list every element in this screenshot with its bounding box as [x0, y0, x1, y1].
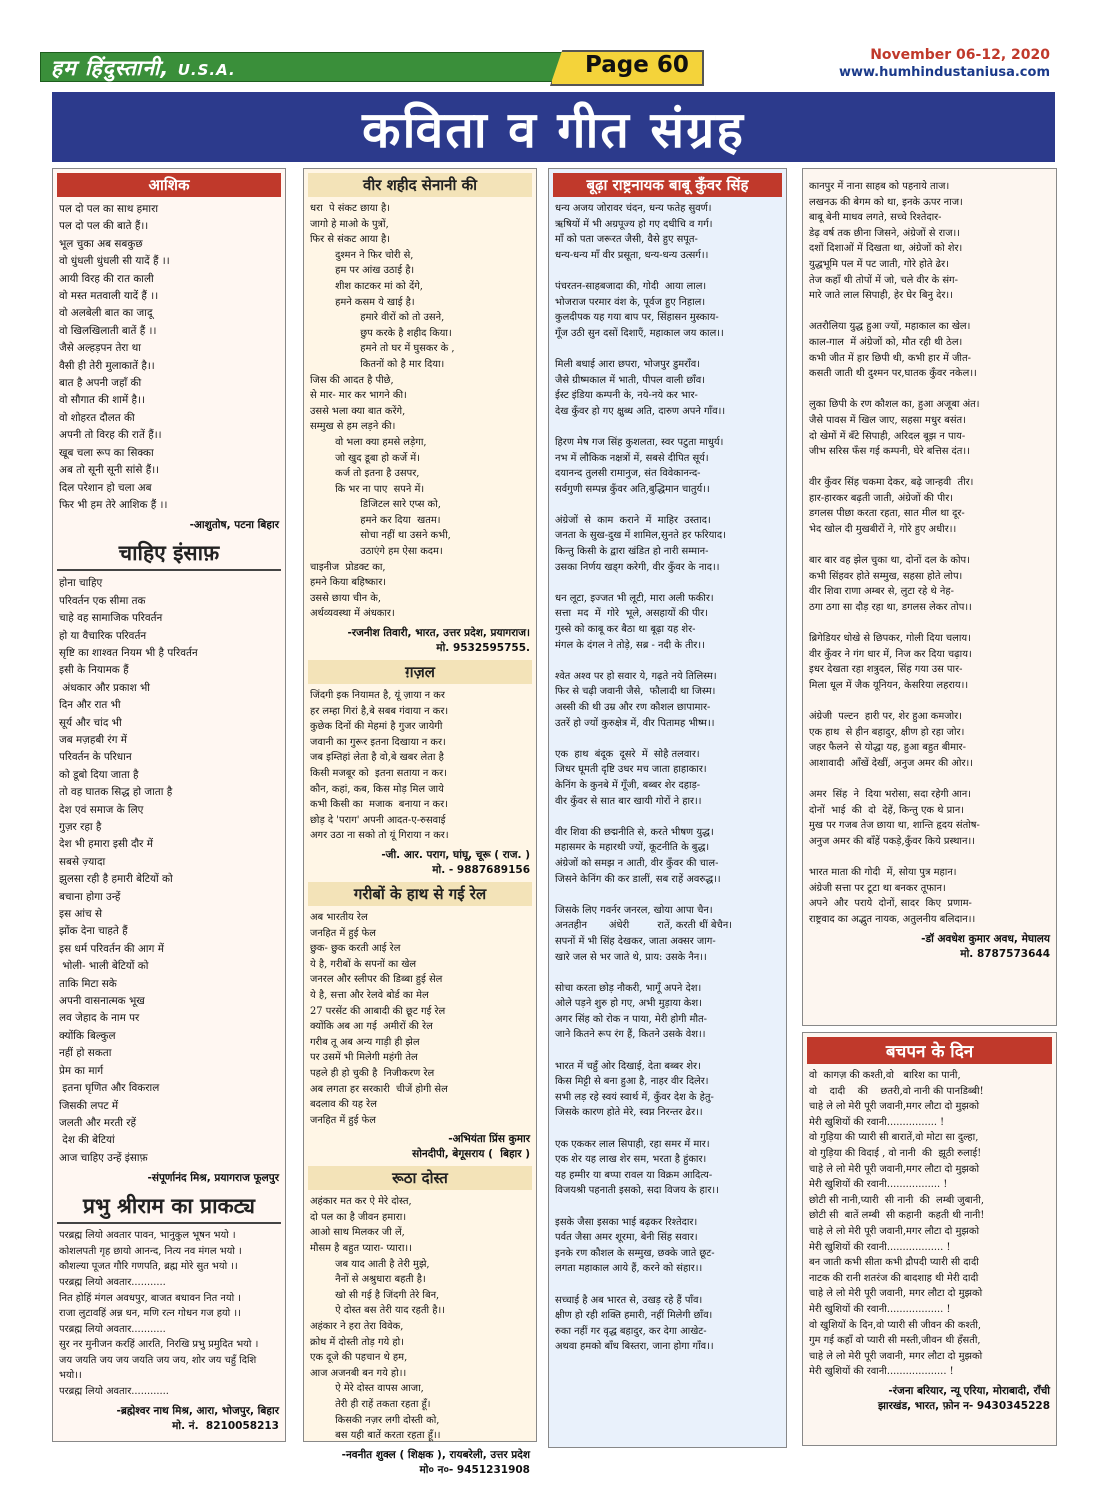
poem-title-kunwar: बूढ़ा राष्ट्रनायक बाबू कुँवर सिंह — [553, 173, 782, 197]
poem-author-ashiq: -आशुतोष, पटना बिहार — [189, 519, 279, 532]
column-4 — [802, 168, 1057, 1026]
poem-text-insaf: होना चाहिए परिवर्तन एक सीमा तक चाहे वह सामाजिक परिवर्तन हो या वैचारिक परिवर्तन सृष्टि का शाश्वत नियम भी है परिवर्तन इसी के नियामक हैं अंधकार और प्रकाश भी दिन और रात भी सूर्य और चांद भी जब मज़हबी रंग में परिवर्तन के परिधान को डूबो दिया जाता है तो वह घातक सिद्ध हो जाता है देश एवं समाज के लिए गुज़र रहा है देश भी हमारा इसी दौर में सबसे ज़्यादा झुलसा रही है हमारी बेटियों को बचाना होगा उन्हें इस आंच से झोंक देना चाहते हैं इस धर्म परिवर्तन की आग में भोली- भाली बेटियों को ताकि मिटा सके अपनी वासनात्मक भूख लव जेहाद के नाम पर क्योंकि बिल्कुल नहीं हो सकता प्रेम का मार्ग इतना घृणित और विकराल जिसकी लपट में जलती और मरती रहें देश की बेटियां आज चाहिए उन्हें इंसाफ़ — [59, 577, 198, 1164]
poem-text-kunwar-continued: कानपुर में नाना साहब को पहनाये ताज। लखनऊ की बेगम को था, इनके ऊपर नाज। बाबू बेनी माधव लगते, सच्चे रिश्तेदार- डेढ़ वर्ष तक छीना जिसने, अंग्रेजों से राज।। दशों दिशाओं में दिखता था, अंग्रेजों को शेर। युद्धभूमि पल में पट जाती, गोरे होते ढेर। तेज कहाँ थी तोपों में जो, चले वीर के संग- मारे जाते लाल सिपाही, हेर घेर बिनु देर।। अतरौलिया युद्ध हुआ ज्यों, महाकाल का खेल। काल-गाल में अंग्रेजों को, मौत रही थी ठेल। कभी जीत में हार छिपी थी, कभी हार में जीत- कसती जाती थी दुश्मन पर,घातक कुँवर नकेल।। लुका छिपी के रण कौशल का, हुआ अजूबा अंत। जैसे पावस में खिल जाए, सहसा मधुर बसंत। दो खेमों में बँटे सिपाही, अरिदल बूझ न पाय- जीभ सरिस फँस गई कम्पनी, घेरे बत्तिस दंत।। वीर कुँवर सिंह चकमा देकर, बढ़े जान्हवी तीर। हार-हारकर बढ़ती जाती, अंग्रेजों की पीर। डगलस पीछा करता रहता, सात मील था दूर- भेद खोल दी मुखबीरों ने, गोरे हुए अधीर।। बार बार वह झेल चुका था, दोनों दल के कोप। कभी सिंहवर होते सम्मुख, सहसा होते लोप। वीर शिवा राणा अम्बर से, लुटा रहे थे नेह- ठगा ठगा सा दौड़ रहा था, डगलस लेकर तोप।। ब्रिगेडियर धोखे से छिपकर, गोली दिया चलाय। वीर कुँवर ने गंग धार में, निज कर दिया चढ़ाय। इधर देखता रहा शत्रुदल, सिंह गया उस पार- मिला धूल में जैक यूनियन, केसरिया लहराय।। अंग्रेजी पल्टन हारी पर, शेर हुआ कमजोर। एक हाथ से हीन बहादुर, क्षीण हो रहा जोर। जहर फैलने से योद्धा यह, हुआ बहुत बीमार- आशावादी आँखें देखीं, अनुज अमर की ओर।। अमर सिंह ने दिया भरोसा, सदा रहेगी आन। दोनों भाई की दो देहें, किन्तु एक थे प्रान। मुख पर गजब तेज छाया था, शान्ति हृदय संतोष- अनुज अमर की बाँहें पकड़े,कुँवर किये प्रस्थान।। भारत माता की गोदी में, सोया पुत्र महान। अंग्रेजी सत्ता पर टूटा था बनकर तूफान। अपने और पराये दोनों, सादर किए प्रणाम- राष्ट्रवाद का अद्भुत नायक, अतुलनीय बलिदान।। — [809, 181, 980, 925]
column-5 — [802, 1032, 1057, 1446]
poem-text-bachpan: वो कागज़ की कश्ती,वो बारिश का पानी, वो दादी की छतरी,वो नानी की पानडिब्बी! चाहे ले लो मेरी पूरी जवानी,मगर लौटा दो मुझको मेरी खुशियों की रवानी................ ! वो गुड़िया की प्यारी सी बारातें,वो मोटा सा दुल्हा, वो गुड़िया की विदाई , वो नानी की झूठी रुलाई! चाहे ले लो मेरी पूरी जवानी,मगर लौटा दो मुझको मेरी खुशियों की रवानी................. ! छोटी सी नानी,प्यारी सी नानी की लम्बी जुबानी, छोटी सी बातें लम्बी सी कहानी कहती थी नानी! चाहे ले लो मेरी पूरी जवानी,मगर लौटा दो मुझको मेरी खुशियों की रवानी.................. ! बन जाती कभी सीता कभी द्रौपदी प्यारी सी दादी नाटक की रानी शतरंज की बादशाह थी मेरी दादी चाहे ले लो मेरी पूरी जवानी, मगर लौटा दो मुझको मेरी खुशियों की रवानी.................. ! वो खुशियों के दिन,वो प्यारी सी जीवन की कश्ती, गुम गई कहाँ वो प्यारी सी मस्ती,जीवन थी हँसती, चाहे ले लो मेरी पूरी जवानी, मगर लौटा दो मुझको मेरी खुशियों की रवानी................... ! — [809, 1070, 985, 1378]
poem-title-bachpan: बचपन के दिन — [807, 1037, 1052, 1064]
poem-author-shriram: -ब्रह्मेश्वर नाथ मिश्र, आरा, भोजपुर, बिहार मो. नं. 8210058213 — [116, 1404, 279, 1432]
poem-author-ghazal: -जी. आर. पराग, घांघू, चूरू ( राज. ) मो. - 9887689156 — [381, 848, 530, 876]
poem-text-veer: धरा पे संकट छाया है। जागो हे माओ के पुत्रों, फिर से संकट आया है। दुश्मन ने फिर चोरी से, हम पर आंख उठाई है। शीश काटकर मां को देंगे, हमने कसम ये खाई है। हमारे वीरों को तो उसने, छुप करके है शहीद किया। हमने तो घर में घुसकर के , कितनों को है मार दिया। जिस की आदत है पीछे, से मार- मार कर भागने की। उससे भला क्या बात करेंगे, सम्मुख से हम लड़ने की। वो भला क्या हमसे लड़ेगा, जो खुद डूबा हो कर्जे में। कर्ज तो इतना है उसपर, कि भर ना पाए सपने में। डिजिटल सारे एप्स को, हमने कर दिया खतम। सोचा नहीं था उसने कभी, उठाएंगे हम ऐसा कदम। चाइनीज प्रोडक्ट का, हमने किया बहिष्कार। उससे छाया चीन के, अर्थव्यवस्था में अंधकार। — [310, 203, 455, 620]
masthead — [40, 47, 1056, 84]
title-band — [52, 92, 1055, 162]
poem-title-ghazal: ग़ज़ल — [308, 660, 532, 684]
brand-banner — [40, 52, 572, 82]
poem-title-dost: रूठा दोस्त — [308, 1166, 532, 1190]
poem-title-ashiq: आशिक — [57, 173, 281, 197]
column-3 — [548, 168, 787, 1448]
page-title: कविता व गीत संग्रह — [362, 101, 745, 159]
poem-title-veer: वीर शहीद सेनानी की — [308, 173, 532, 197]
poem-author-dost: -नवनीत शुक्ल ( शिक्षक ), रायबरेली, उत्तर प्रदेश मो० न०- 9451231908 — [341, 1448, 530, 1476]
poem-text-shriram: परब्रह्म लियो अवतार पावन, भानुकुल भूषन भयो । कोशलपती गृह छायो आनन्द, नित्य नव मंगल भयो । कौशल्या पूजत गौरि गणपति, ब्रह्म मोरे सुत भयो ।। परब्रह्म लियो अवतार........... नित होहिं मंगल अवधपुर, बाजत बधावन नित नयो । राजा लुटावहिं अन्न धन, मणि रत्न गोधन गज हयो ।। परब्रह्म लियो अवतार........... सुर नर मुनीजन करहिं आरति, निरखि प्रभु प्रमुदित भयो । जय जयति जय जय जयति जय जय, शोर जय चहुँ दिशि भयो।। परब्रह्म लियो अवतार............ — [59, 1230, 259, 1398]
poem-author-rail: -अभियंता प्रिंस कुमार सोनदीपी, बेगूसराय ( बिहार ) — [412, 1133, 530, 1161]
poem-title-shriram: प्रभु श्रीराम का प्राकट्य — [57, 1190, 281, 1224]
poem-text-ghazal: जिंदगी इक नियामत है, यूं ज़ाया न कर हर लम्हा गिरां है,बे सबब गंवाया न कर। कुछेक दिनों की मेहमां है गुजर जायेगी जवानी का गुरूर इतना दिखाया न कर। जब इम्तिहां लेता है वो,बे खबर लेता है किसी मजबूर को इतना सताया न कर। कौन, कहां, कब, किस मोड़ मिल जाये कभी किसी का मजाक बनाया न कर। छोड़ दे 'पराग' अपनी आदत-ए-रुसवाई अगर उठा ना सको तो यूं गिराया न कर। — [310, 690, 449, 842]
column-1 — [52, 168, 286, 1442]
poem-text-ashiq: पल दो पल का साथ हमारा पल दो पल की बाते हैं।। भूल चुका अब सबकुछ वो धुंधली धुंधली सी यादें हैं ।। आयी विरह की रात काली वो मस्त मतवाली यादें हैं ।। वो अलबेली बात का जादू वो खिलखिलाती बातें हैं ।। जैसे अल्हड़पन तेरा था वैसी ही तेरी मुलाकातें है।। बात है अपनी जहाँ की वो सौगात की शामें है।। वो शोहरत दौलत की अपनी तो विरह की रातें हैं।। खूब चला रूप का सिक्का अब तो सूनी सूनी सांसे हैं।। दिल परेशान हो चला अब फिर भी हम तेरे आशिक हैं ।। — [59, 203, 170, 511]
brand-name: हम हिंदुस्तानी, U.S.A. — [51, 56, 236, 80]
poem-text-dost: अहंकार मत कर ऐ मेरे दोस्त, दो पल का है जीवन हमारा। आओ साथ मिलकर जी लें, मौसम है बहुत प्यारा- प्यारा।। जब याद आती है तेरी मुझे, नैनों से अश्रुधारा बहती है। खो सी गई है जिंदगी तेरे बिन, ऐ दोस्त बस तेरी याद रहती है।। अहंकार ने हरा तेरा विवेक, क्रोध में दोस्ती तोड़ गये हो। एक दूजे की पहचान थे हम, आज अजनबी बन गये हो।। ऐ मेरे दोस्त वापस आजा, तेरी ही राहें तकता रहता हूँ। किसकी नज़र लगी दोस्ती को, बस यही बातें करता रहता हूँ।। — [310, 1196, 445, 1442]
poem-author-veer: -रजनीश तिवारी, भारत, उत्तर प्रदेश, प्रयागराज। मो. 9532595755. — [347, 627, 530, 655]
website-link[interactable]: www.humhindustaniusa.com — [838, 65, 1050, 80]
brand-usa: U.S.A. — [177, 61, 236, 79]
issue-date: November 06-12, 2020 — [870, 47, 1050, 63]
poem-text-rail: अब भारतीय रेल जनहित में हुई फेल छुक- छुक करती आई रेल ये है, गरीबों के सपनों का खेल जनरल और स्लीपर की डिब्बा हुई सेल ये है, सत्ता और रेलवे बोर्ड का मेल 27 परसेंट की आबादी की छूट गई रेल क्योंकि अब आ गई अमीरों की रेल गरीब तू अब अन्य गाड़ी ही झेल पर उसमें भी मिलेगी महंगी तेल पहले ही हो चुकी है निजीकरण रेल अब लगता हर सरकारी चीजें होगी सेल बदलाव की यह रेल जनहित में हुई फेल — [310, 911, 448, 1126]
poem-title-insaf: चाहिए इंसाफ़ — [57, 537, 281, 571]
poem-title-rail: गरीबों के हाथ से गई रेल — [308, 882, 532, 906]
column-2 — [303, 168, 537, 1476]
poem-text-kunwar: धन्य अजय जोरावर चंदन, धन्य फतेह सुवर्ण। ऋषियों में भी अग्रपूज्य हो गए दधीचि व गर्ग। माँ को पता जरूरत जैसी, वैसे हुए सपूत- धन्य-धन्य माँ वीर प्रसूता, धन्य-धन्य उत्सर्ग।। पंचरतन-साहबजादा की, गोदी आया लाल। भोजराज परमार वंश के, पूर्वज हुए निहाल। कुलदीपक यह गया बाप पर, सिंहासन मुस्काय- गूँज उठी सुन दसों दिशाएँ, महाकाल जय काल।। मिली बधाई आरा छपरा, भोजपुर डुमराँव। जैसे ग्रीष्मकाल में भाती, पीपल वाली छाँव। ईस्ट इंडिया कम्पनी के, नये-नये कर भार- देख कुँवर हो गए क्षुब्ध अति, दारुण अपने गाँव।। हिरण मेष गज सिंह कुशलता, स्वर पटुता माधुर्य। नभ में लौकिक नक्षत्रों में, सबसे दीपित सूर्य। दयानन्द तुलसी रामानुज, संत विवेकानन्द- सर्वगुणी सम्पन्न कुँवर अति,बुद्धिमान चातुर्य।। अंग्रेजों से काम कराने में माहिर उस्ताद। जनता के सुख-दुख में शामिल,सुनते हर फरियाद। किन्तु किसी के द्वारा खंडित हो नारी सम्मान- उसका निर्णय खड्ग करेगी, वीर कुँवर के नाद।। धन लूटा, इज्जत भी लूटी, मारा अली फकीर। सत्ता मद में गोरे भूले, असहायों की पीर। गुस्से को काबू कर बैठा था बूढ़ा यह शेर- मंगल के दंगल ने तोड़े, सब्र - नदी के तीर।। श्वेत अश्व पर हो सवार ये, गढ़ते नये तिलिस्म। फिर से चढ़ी जवानी जैसे, फौलादी था जिस्म। अस्सी की थी उम्र और रण कौशल छापामार- उतरें हो ज्यों कुरुक्षेत्र में, वीर पितामह भीष्म।। एक हाथ बंदूक दूसरे में सोहै तलवार। जिधर घूमती दृष्टि उधर मच जाता हाहाकार। केनिंग के कुनबे में गूँजी, बब्बर शेर दहाड़- वीर कुँवर से सात बार खायी गोरों ने हार।। वीर शिवा की छद्मनीति से, करते भीषण युद्ध। महासमर के महारथी ज्यों, कूटनीति के बुद्ध। अंग्रेजों को समझ न आती, वीर कुँवर की चाल- जिसने केनिंग की कर डालीं, सब राहें अवरुद्ध।। जिसके लिए गवर्नर जनरल, खोया आपा चैन। अनतहीन अंधेरी रातें, करती थीं बेचैन। सपनों में भी सिंह देखकर, जाता अक्सर जाग- खारे जल से भर जाते थे, प्राय: उसके नैन।। सोचा करता छोड़ नौकरी, भागूँ अपने देश। ओले पड़ने शुरु हो गए, अभी मुड़ाया केश। अगर सिंह को रोक न पाया, मेरी होगी मौत- जाने कितने रूप रंग हैं, कितने उसके वेश।। भारत में चहुँ ओर दिखाई, देता बब्बर शेर। किस मिट्टी से बना हुआ है, नाहर वीर दिलेर। सभी लड़ रहे स्वयं स्वार्थ में, कुँवर देश के हेतु- जिसके कारण होते मेरे, स्वप्न निरन्तर ढेर।। एक एककर लाल सिपाही, रहा समर में मार। एक शेर यह लाख शेर सम, भरता है हुंकार। यह हम्मीर या बप्पा रावल या विक्रम आदित्य- विजयश्री पहनाती इसको, सदा विजय के हार।। इसके जैसा इसका भाई बढ़कर रिश्तेदार। पर्वत जैसा अमर शूरमा, बेनी सिंह सवार। इनके रण कौशल के सम्मुख, छक्के जाते छूट- लगता महाकाल आये हैं, करने को संहार।। सच्चाई है अब भारत से, उखड़ रहे हैं पाँव। क्षीण हो रही शक्ति हमारी, नहीं मिलेगी छाँव। रुका नहीं गर वृद्ध बहादुर, कर देगा आखेट- अथवा हमको बाँध बिस्तरा, जाना होगा गाँव।। — [555, 203, 732, 1353]
poem-author-kunwar: -डॉ अवधेश कुमार अवध, मेघालय मो. 8787573644 — [921, 932, 1050, 960]
poem-author-insaf: -संपूर्णानंद मिश्र, प्रयागराज फूलपुर — [147, 1172, 279, 1185]
poem-author-bachpan: -रंजना बरियार, न्यू एरिया, मोराबादी, राँची झारखंड, भारत, फ़ोन न- 9430345228 — [877, 1384, 1050, 1412]
page-number: Page 60 — [585, 52, 689, 78]
